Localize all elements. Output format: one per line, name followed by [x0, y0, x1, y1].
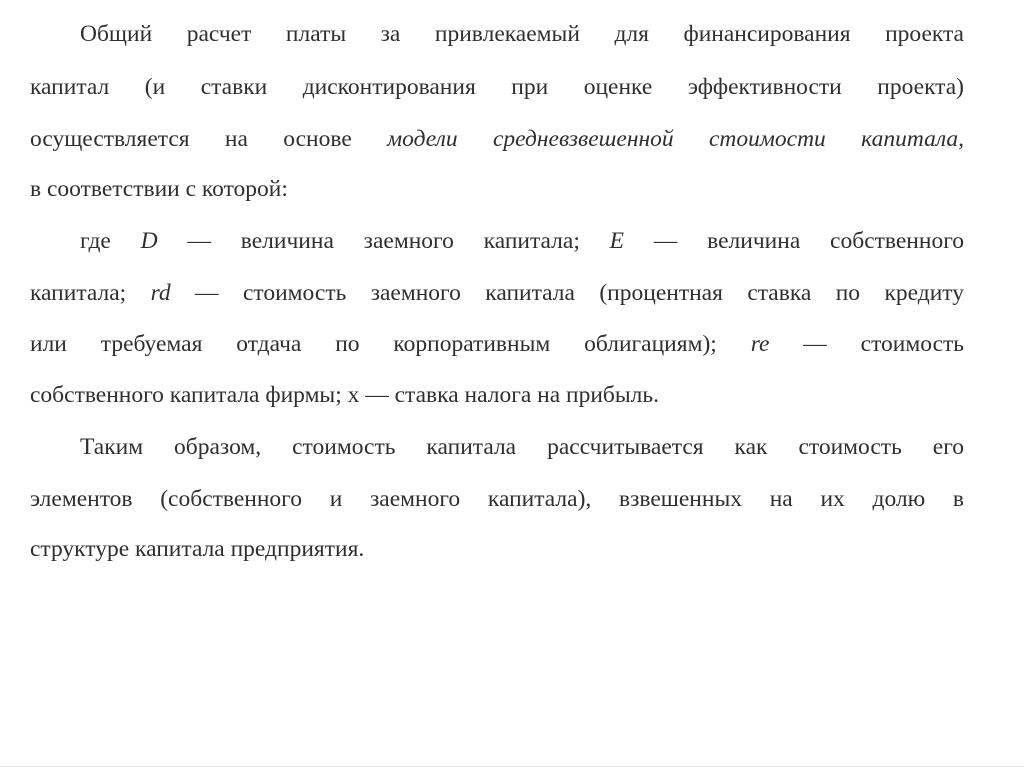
paragraph-2-line-4	[30, 380, 964, 410]
italic-term: модели средневзвешенной стоимости капитала,	[387, 126, 964, 152]
text: — величина заемного капитала;	[157, 228, 610, 254]
variable-rd: rd	[150, 280, 171, 306]
paragraph-1-line-2	[30, 72, 964, 102]
variable-E: E	[609, 228, 625, 254]
paragraph-3-line-2	[30, 484, 964, 514]
variable-D: D	[140, 228, 158, 254]
text: капитал (и ставки дисконтирования при оценке эффективности проекта)	[30, 74, 964, 100]
paragraph-2-line-3	[30, 329, 964, 359]
text: собственного капитала фирмы; x — ставка налога на прибыль.	[30, 382, 659, 408]
text: — величина собственного	[624, 228, 964, 254]
paragraph-2-line-2	[30, 278, 964, 308]
text: Общий расчет платы за привлекаемый для финансирования проекта	[80, 21, 964, 47]
paragraph-2-line-1	[80, 226, 964, 256]
text: или требуемая отдача по корпоративным облигациям);	[30, 331, 751, 357]
paragraph-1-line-3	[30, 124, 964, 154]
text: капитала;	[30, 280, 151, 306]
paragraph-1-line-4	[30, 174, 964, 204]
paragraph-3-line-1	[80, 432, 964, 462]
text: — стоимость	[769, 331, 965, 357]
text: элементов (собственного и заемного капитала), взвешенных на их долю в	[30, 486, 964, 512]
text: где	[80, 228, 141, 254]
text: Таким образом, стоимость капитала рассчитывается как стоимость его	[80, 434, 964, 460]
text: — стоимость заемного капитала (процентная ставка по кредиту	[170, 280, 964, 306]
variable-re: re	[750, 331, 770, 357]
text: осуществляется на основе	[30, 126, 388, 152]
paragraph-1-line-1	[80, 19, 964, 49]
text: структуре капитала предприятия.	[30, 536, 365, 562]
text: в соответствии с которой:	[30, 176, 288, 202]
paragraph-3-line-3	[30, 534, 964, 564]
